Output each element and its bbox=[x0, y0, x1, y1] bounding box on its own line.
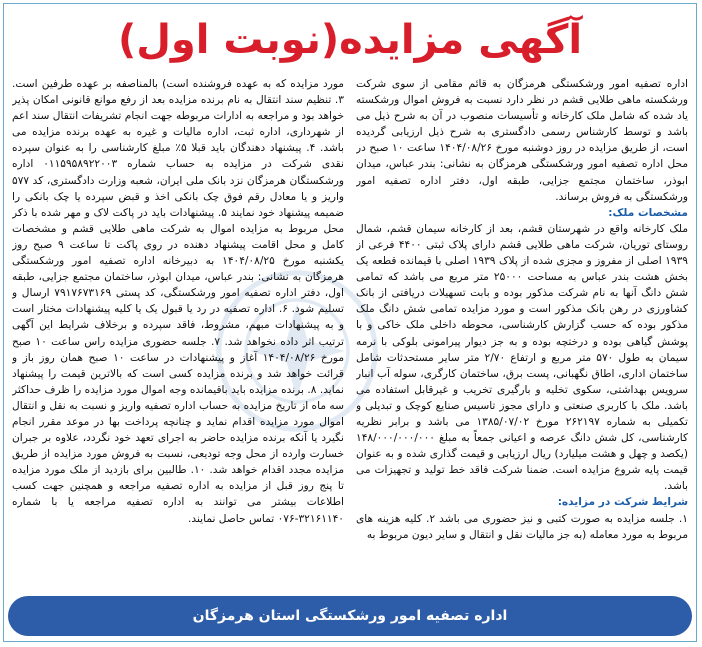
right-column bbox=[356, 76, 688, 600]
left-column bbox=[12, 76, 344, 600]
specs-paragraph: ملک کارخانه واقع در شهرستان قشم، بعد از کارخانه سیمان قشم، شمال روستای توریان، شرکت ماهی طلایی قشم دارای پلاک ثبتی ۴۴۰۰ فرعی از ۱۹۳۹ اصلی از مفروز و مجزی شده از پلاک ۱۹۳۹ اصلی با قیمانده قطعه یک بخش هشت بندر عباس به مساحت ۲۵۰۰۰ متر مربع می باشد که تمامی شش دانگ آنها به نام شرکت مذکور بوده و بابت تسهیلات دریافتی از بانک کشاورزی در رهن بانک مذکور است و مورد مزایده تمامی شش دانگ ملک مذکور بوده که حسب گزارش کارشناسی، محوطه داخلی ملک خاکی و با پوشش گیاهی بوده و درختچه بوده و به جز دیوار پیرامونی بلوکی با نرمه سیمان به طول ۵۷۰ متر مربع و ارتفاع ۲/۷۰ متر سایر مستحدثات شامل ساختمان اداری، اطاق نگهبانی، پست برق، ساختمان کارگری، سوله آب انبار سرویس بهداشتی، سکوی تخلیه و بارگیری تخریب و غیرقابل استفاده می باشد. ملک با کاربری صنعتی و دارای مجوز تاسیس صنایع کوچک و تبدیلی و تکمیلی به شماره ۲۶۲۱۹۷ مورخ ۱۳۸۵/۰۷/۰۲ می باشد و برابر نظریه کارشناسی، کل شش دانگ عرصه و اعیانی جمعاً به مبلغ ۱۴۸/۰۰۰/۰۰۰/۰۰۰ (یکصد و چهل و هشت میلیارد) ریال ارزیابی و قیمت گذاری شده و به عنوان قیمت پایه شروع مزایده است. ضمنا شرکت فاقد خط تولید و تجهیزات می باشد. bbox=[356, 222, 688, 493]
notice-columns bbox=[12, 76, 688, 600]
page-title: آگهی مزایده(نوبت اول) bbox=[117, 17, 583, 63]
conditions-paragraph: ۱. جلسه مزایده به صورت کتبی و نیز حضوری می باشد ۲. کلیه هزینه های مربوط به مورد معامله (به جز مالیات نقل و انتقال و سایر دیون مربوط به bbox=[356, 512, 688, 541]
notice-frame bbox=[3, 3, 697, 642]
conditions-continued-paragraph: مورد مزایده که به عهده فروشنده است) بالمناصفه بر عهده طرفین است. ۳. تنظیم سند انتقال به نام برنده مزایده بعد از رفع موانع قانونی امکان پذیر خواهد بود و مراجعه به ادارات مربوطه جهت انجام تشریفات انتقال سند اعم از شهرداری، اداره ثبت، اداره مالیات و غیره به عهده برنده مزایده می باشد. ۴. پیشنهاد دهندگان باید قبلا ۵٪ مبلغ کارشناسی را به عنوان سپرده نقدی شرکت در مزایده به حساب شماره ۰۱۱۵۹۵۸۹۲۲۰۰۳ اداره ورشکستگان هرمزگان نزد بانک ملی ایران، شعبه وزارت دادگستری، کد ۵۷۷ واریز و یا معادل رقم فوق چک بانکی اخذ و قبض سپرده یا چک بانکی را ضمیمه پیشنهاد خود نمایند ۵. پیشنهادات باید در پاکت لاک و مهر شده با ذکر محل مربوط به مزایده اموال به شرکت ماهی طلایی قشم و مشخصات کامل و محل اقامت پیشنهاد دهنده در روی پاکت تا ساعت ۹ صبح روز یکشنبه مورخ ۱۴۰۴/۰۸/۲۵ به دبیرخانه اداره تصفیه امور ورشکستگی هرمزگان به نشانی: بندر عباس، میدان ابوذر، ساختمان مجتمع جزایی، طبقه اول، دفتر اداره تصفیه امور ورشکستگی، کد پستی ۷۹۱۷۶۷۳۱۶۹ ارسال و تسلیم شود. ۶. اداره تصفیه در رد یا قبول یک یا کلیه پیشنهادات مختار است و به پیشنهادات مبهم، مشروط، فاقد سپرده و برخلاف شرایط این آگهی ترتیب اثر داده نخواهد شد. ۷. جلسه حضوری مزایده راس ساعت ۱۰ صبح مورخ ۱۴۰۴/۰۸/۲۶ آغاز و پیشنهادات در ساعت ۱۰ صبح همان روز باز و قرائت خواهد شد و برنده مزایده کسی است که بالاترین قیمت را پیشنهاد نماید. ۸. برنده مزایده باید باقیمانده وجه اموال مورد مزایده را ظرف حداکثر سه ماه از تاریخ مزایده به حساب اداره تصفیه واریز و نسبت به نقل و انتقال اموال مورد مزایده اقدام نماید و چنانچه پرداخت بها در موعد مقرر انجام نگیرد یا آنکه برنده مزایده حاضر به اجرای تعهد خود نگردد، علاوه بر جبران خسارت وارده از محل وجه تودیعی، نسبت به فروش مورد مزایده از طریق مزایده مجدد اقدام خواهد شد. ۱۰. طالبین برای بازدید از ملک مورد مزایده تا پنج روز قبل از مزایده به اداره تصفیه مراجعه و همچنین جهت کسب اطلاعات بیشتر می توانند به اداره تصفیه مراجعه یا با شماره ۳۲۱۶۱۱۴۰-۰۷۶ تماس حاصل نمایند. bbox=[12, 78, 344, 525]
conditions-heading: شرایط شرکت در مزایده: bbox=[557, 496, 688, 509]
specs-heading: مشخصات ملک: bbox=[608, 206, 688, 219]
footer-banner: اداره تصفیه امور ورشکستگی استان هرمزگان bbox=[8, 596, 692, 636]
intro-paragraph: اداره تصفیه امور ورشکستگی هرمزگان به قائم مقامی از سوی شرکت ورشکسته ماهی طلایی قشم در نظر دارد نسبت به فروش اموال ورشکسته یاد شده که شامل ملک کارخانه و تأسیسات منصوب در آن به شرح ذیل می باشد و توسط کارشناس رسمی دادگستری به شرح ذیل ارزیابی گردیده است، از طریق مزایده در روز دوشنبه مورخ ۱۴۰۴/۰۸/۲۶ ساعت ۱۰ صبح در محل اداره تصفیه امور ورشکستگی هرمزگان به نشانی: بندر عباس، میدان ابوذر، ساختمان مجتمع جزایی، طبقه اول، دفتر اداره تصفیه امور ورشکستگی به فروش برساند. bbox=[356, 78, 688, 203]
